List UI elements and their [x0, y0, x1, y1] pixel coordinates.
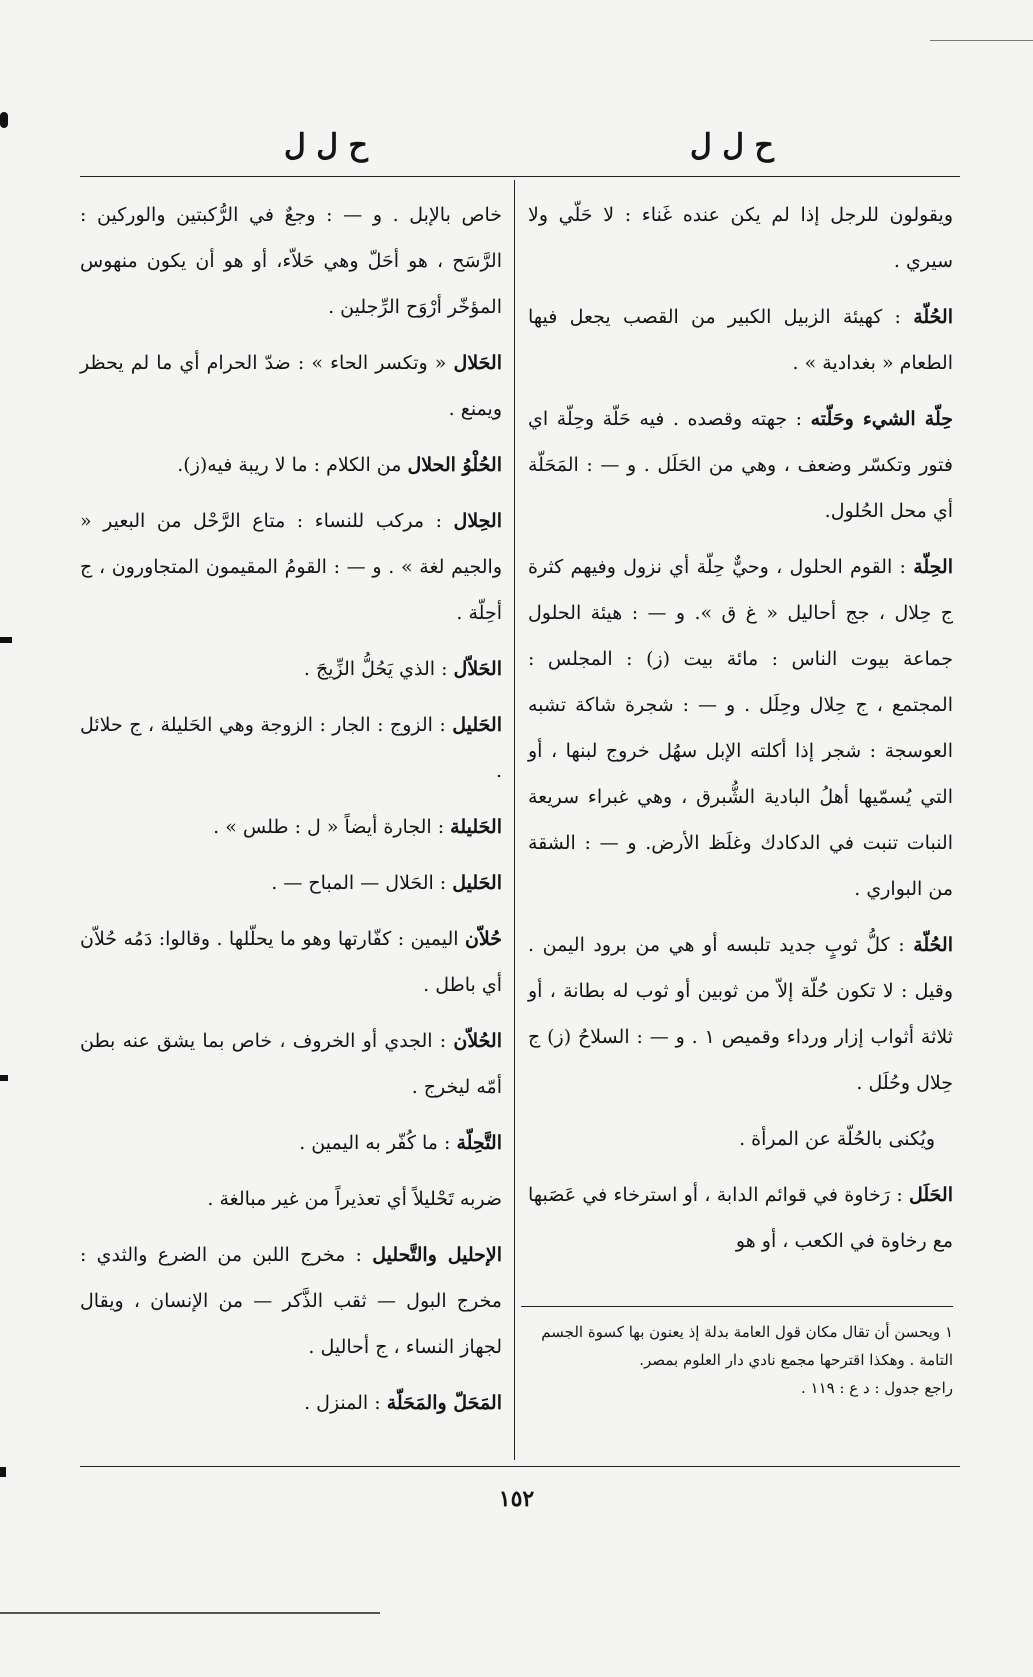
scan-edge-mark — [0, 1467, 6, 1477]
scan-edge-mark — [0, 112, 8, 128]
entry-text: : الجدي أو الخروف ، خاص بما يشق عنه بطن أمّه ليخرج . — [80, 1030, 502, 1098]
headword: الحُلْوُ الحلال — [407, 454, 502, 476]
entry — [80, 916, 502, 1008]
left-column — [80, 192, 502, 1436]
entry — [528, 396, 953, 534]
headword: الحِلّة — [913, 556, 953, 578]
entry — [528, 922, 953, 1106]
running-head-right: ح ل ل — [690, 128, 774, 163]
entry — [528, 294, 953, 386]
entry — [528, 1172, 953, 1264]
entry — [80, 498, 502, 636]
entry — [80, 1176, 502, 1222]
headword: المَحَلّ والمَحَلّة — [386, 1392, 502, 1414]
footnote: ١ ويحسن أن تقال مكان قول العامة بدلة إذ يعنون بها كسوة الجسم التامة . وهكذا اقترحها مجمع نادي دار العلوم بمصر. — [541, 1323, 953, 1369]
entry-text: : الذي يَحُلُّ الزِّيجَ . — [303, 658, 454, 680]
entry — [80, 1380, 502, 1426]
entry-text: : مخرج اللبن من الضرع والثدي : مخرج البول — ثقب الذَّكر — من الإنسان ، ويقال لجهاز النساء ، ج أحاليل . — [80, 1244, 502, 1358]
entry-text: « وتكسر الحاء » : ضدّ الحرام أي ما لم يحظر ويمنع . — [80, 352, 502, 420]
headword: الحُلاّن — [453, 1030, 502, 1052]
scan-edge-line — [930, 40, 1033, 41]
running-head-left: ح ل ل — [284, 128, 368, 163]
entry — [80, 702, 502, 794]
entry-text: : جهته وقصده . فيه حَلّة وحِلّة اي فتور وتكسّر وضعف ، وهي من الحَلَل . و — : المَحَلّة أي محل الحُلول. — [528, 408, 953, 522]
entry-text: : القوم الحلول ، وحيٌّ حِلّة أي نزول وفيهم كثرة ج حِلال ، جج أحاليل « غ ق ». و — : هيئة الحلول جماعة بيوت الناس : مائة بيت (ز) : المجلس : المجتمع ، ج حِلال وحِلَل . و — : شجرة شاكة تشبه العوسجة : شجر إذا أكلته الإبل سهُل خروج لبنها ، أو التي يُسمّيها أهلُ البادية الشُّبرق ، وهي غبراء سريعة النبات تنبت في الدكادك وغلَظ الأرض. و — : الشقة من البواري . — [528, 556, 953, 900]
entry-text: : الزوج : الجار : الزوجة وهي الحَليلة ، ج حلائل . — [80, 714, 502, 782]
entry — [80, 340, 502, 432]
entry-text: : ما كُفّر به اليمين . — [299, 1132, 457, 1154]
entry-text: : الحَلال — المباح — . — [271, 872, 453, 894]
scan-edge-line — [0, 1612, 380, 1614]
entry-text: ويقولون للرجل إذا لم يكن عنده غَناء : لا حَلّي ولا سيري . — [528, 204, 953, 272]
headword: الحَلَل — [908, 1184, 953, 1206]
entry-text: خاص بالإبل . و — : وجعٌ في الرُّكبتين والوركين : الرَّسَح ، هو أحَلّ وهي حَلاّء، أو هو أن يكون منهوس المؤخّر أرْوَح الرِّجلين . — [80, 204, 502, 318]
headword: الإحليل والتَّحليل — [372, 1244, 502, 1266]
headword: التَّحِلّة — [456, 1132, 502, 1154]
headword: الحُلّة — [913, 306, 953, 328]
headword: الحَليلة — [450, 816, 502, 838]
entry-text: : كلُّ ثوبٍ جديد تلبسه أو هي من برود اليمن . وقيل : لا تكون حُلّة إلاّ من ثوبين أو ثوب له بطانة ، أو ثلاثة أثواب إزار ورداء وقميص ١ . و — : السلاحُ (ز) ج حِلال وحُلَل . — [528, 934, 953, 1094]
entry — [80, 860, 502, 906]
headword: الحَليل — [452, 714, 502, 736]
entry-text: من الكلام : ما لا ريبة فيه(ز). — [177, 454, 408, 476]
entry-text: اليمين : كفّارتها وهو ما يحلّلها . وقالوا: دَمُه حُلاّن أي باطل . — [80, 928, 502, 996]
headword: الحُلّة — [913, 934, 953, 956]
entry — [80, 1018, 502, 1110]
entry-text: : كهيئة الزبيل الكبير من القصب يجعل فيها الطعام « بغدادية » . — [528, 306, 953, 374]
entry-text: : الجارة أيضاً « ل : طلس » . — [213, 816, 451, 838]
headword: الحَلاّل — [453, 658, 502, 680]
headword: الحَلال — [453, 352, 502, 374]
footer-rule — [80, 1466, 960, 1467]
entry — [80, 1120, 502, 1166]
right-column — [528, 192, 953, 1274]
entry — [80, 442, 502, 488]
headword: الحَليل — [452, 872, 502, 894]
column-divider — [514, 180, 515, 1460]
scan-edge-mark — [0, 637, 12, 643]
footnote: راجع جدول : د ع : ١١٩ . — [800, 1379, 953, 1397]
entry-text: : رَخاوة في قوائم الدابة ، أو استرخاء في عَصَبها مع رخاوة في الكعب ، أو هو — [528, 1184, 953, 1252]
entry — [528, 544, 953, 912]
entry-text: ويُكنى بالحُلّة عن المرأة . — [739, 1128, 935, 1150]
header-rule — [80, 176, 960, 177]
entry — [528, 192, 953, 284]
entry — [80, 646, 502, 692]
footnote-rule — [521, 1306, 953, 1307]
entry-text: : مركب للنساء : متاع الرَّحْل من البعير « والجيم لغة » . و — : القومُ المقيمون المتجاورون ، ج أحِلّة . — [80, 510, 502, 624]
page-number: ١٥٢ — [498, 1486, 535, 1512]
entry-text: ضربه تَحْليلاً أي تعذيراً من غير مبالغة . — [207, 1188, 502, 1210]
headword: حِلّة الشيء وحَلّته — [810, 408, 953, 430]
scan-edge-mark — [0, 1075, 8, 1081]
entry — [80, 192, 502, 330]
headword: الحِلال — [453, 510, 502, 532]
entry — [80, 804, 502, 850]
entry-text: : المنزل . — [304, 1392, 387, 1414]
headword: حُلاّن — [464, 928, 502, 950]
footnotes — [521, 1318, 953, 1402]
entry — [80, 1232, 502, 1370]
entry — [528, 1116, 953, 1162]
